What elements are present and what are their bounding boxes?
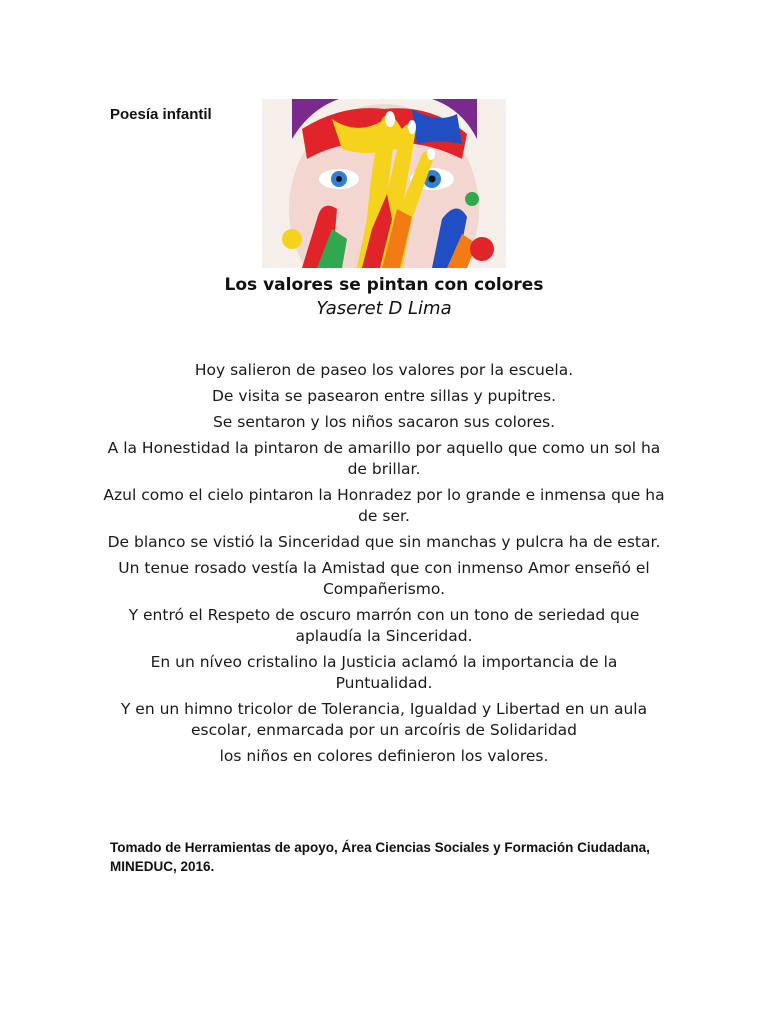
painted-face-image [262,99,506,268]
source-citation: Tomado de Herramientas de apoyo, Área Ciencias Sociales y Formación Ciudadana, MINEDUC, 2016. [110,840,650,874]
poem-line: Y entró el Respeto de oscuro marrón con un tono de seriedad que aplaudía la Sinceridad. [128,606,640,645]
poem-line: Se sentaron y los niños sacaron sus colores. [212,413,556,431]
poem-body [100,360,668,772]
poem-line: Azul como el cielo pintaron la Honradez por lo grande e inmensa que ha de ser. [103,486,665,525]
poem-line: Y en un himno tricolor de Tolerancia, Igualdad y Libertad en un aula escolar, enmarcada por un arcoíris de Solidaridad [120,700,648,739]
poem-line: De visita se pasearon entre sillas y pupitres. [212,387,556,405]
poem-line: A la Honestidad la pintaron de amarillo por aquello que como un sol ha de brillar. [107,439,661,478]
poem-title: Los valores se pintan con colores [224,275,544,295]
poem-line: los niños en colores definieron los valores. [219,747,549,765]
section-label: Poesía infantil [110,106,212,123]
poem-line: Hoy salieron de paseo los valores por la escuela. [194,361,574,379]
poem-author: Yaseret D Lima [316,298,452,319]
poem-line: En un níveo cristalino la Justicia aclamó la importancia de la Puntualidad. [150,653,618,692]
poem-line: De blanco se vistió la Sinceridad que sin manchas y pulcra ha de estar. [107,533,661,551]
poem-line: Un tenue rosado vestía la Amistad que con inmenso Amor enseñó el Compañerismo. [118,559,650,598]
painted-face-photo-icon [262,99,506,268]
